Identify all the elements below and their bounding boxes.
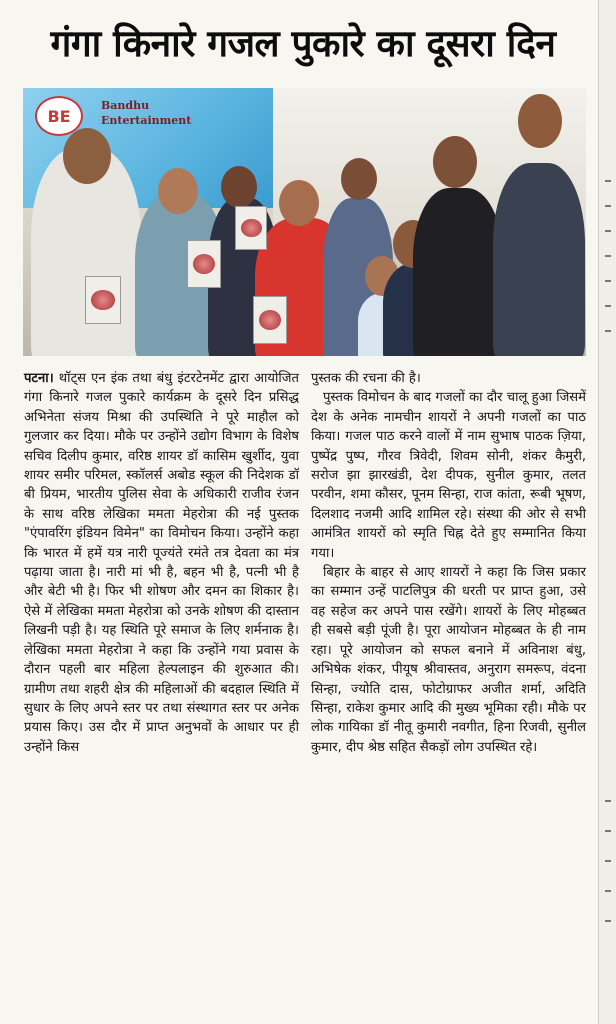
person-head <box>158 168 198 214</box>
article-paragraph <box>24 369 299 757</box>
book-prop <box>85 276 121 324</box>
person-head <box>63 128 111 184</box>
book-prop <box>235 206 267 250</box>
article-column-1 <box>24 369 299 757</box>
article-paragraph: पुस्तक विमोचन के बाद गजलों का दौर चालू हुआ जिसमें देश के अनेक नामचीन शायरों ने अपनी गजलों का पाठ किया। गजल पाठ करने वालों में नाम सुभाष पाठक ज़िया, पुष्पेंद्र पुष्प, गौरव त्रिवेदी, शिवम सोनी, शंकर कैमुरी, सरोज झा झारखंडी, देश दीपक, सुनील कुमार, तलत परवीन, शमा कौसर, पूनम सिन्हा, राज कांता, रूबी भूषण, दिलशाद नजमी आदि शामिल रहे। संस्था की ओर से सभी आमंत्रित शायरों को स्मृति चिह्न देते हुए सम्मानित किया गया। <box>311 390 586 561</box>
event-photo <box>23 88 586 356</box>
book-prop <box>187 240 221 288</box>
person-head <box>341 158 377 200</box>
article-paragraph: बिहार के बाहर से आए शायरों ने कहा कि जिस प्रकार का सम्मान उन्हें पाटलिपुत्र की धरती पर प्राप्त हुआ, उसे वह सहेज कर अपने पास रखेंगे। शायरों के लिए मोहब्बत ही सबसे बड़ी पूंजी है। पूरा आयोजन मोहब्बत के ही नाम रहा। पूरे आयोजन को सफल बनाने में अविनाश बंधु, अभिषेक शंकर, पीयूष श्रीवास्तव, अनुराग समरूप, वंदना सिन्हा, ज्योति दास, फोटोग्राफर अजीत शर्मा, अदिति सिन्हा, राकेश कुमार आदि की मुख्य भूमिका रही। मौके पर लोक गायिका डॉ नीतू कुमारी नवगीत, हिना रिजवी, सुनील कुमार, दीप श्रेष्ठ सहित सैकड़ों लोग उपस्थित रहे। <box>311 565 586 755</box>
person-head <box>221 166 257 208</box>
person-figure <box>493 163 585 356</box>
banner-logo: BE <box>35 96 83 136</box>
article-column-2 <box>311 369 586 757</box>
person-head <box>279 180 319 226</box>
paragraph-text: थॉट्स एन इंक तथा बंधु इंटरटेनमेंट द्वारा आयोजित गंगा किनारे गजल पुकारे कार्यक्रम के दूसरे दिन प्रसिद्ध अभिनेता संजय मिश्रा की उपस्थिति ने पूरे माहौल को गुलजार कर दिया। मौके पर उन्होंने उद्योग विभाग के विशेष सचिव दिलीप कुमार, वरिष्ठ शायर डॉ कासिम खुर्शीद, युवा शायर समीर परिमल, स्कॉलर्स अबोड स्कूल की निदेशक डॉ बी प्रियम, भारतीय पुलिस सेवा के अधिकारी राजीव रंजन के साथ वरिष्ठ लेखिका ममता मेहरोत्रा की नई पुस्तक "एंपावरिंग इंडियन विमेन" का विमोचन किया। उन्होंने कहा कि भारत में हमें यत्र नारी पूज्यंते रमंते तत्र देवता का मंत्र पढ़ाया जाता है। नारी मां भी है, बहन भी है, पत्नी भी है और बेटी भी है। फिर भी शोषण और दमन का शिकार है। ऐसे में लेखिका ममता मेहरोत्रा को उनके शोषण की दास्तान लिखनी पड़ी है। यह स्थिति पूरे समाज के लिए शर्मनाक है। लेखिका ममता मेहरोत्रा ने कहा कि उन्होंने गया प्रवास के दौरान पहली बार महिला हेल्पलाइन की शुरुआत की। ग्रामीण तथा शहरी क्षेत्र की महिलाओं की बदहाल स्थिति में सुधार के लिए अपने स्तर पर तथा संस्थागत स्तर पर अनेक प्रयास किए। उस दौर में प्राप्त अनुभवों के आधार पर ही उन्होंने किस <box>24 371 299 755</box>
person-figure <box>413 188 503 356</box>
banner-line-2: Entertainment <box>101 114 192 127</box>
person-head <box>518 94 562 148</box>
adjacent-page-edge <box>598 0 616 1024</box>
dateline: पटना। <box>24 371 54 386</box>
headline: गंगा किनारे गजल पुकारे का दूसरा दिन <box>50 21 556 65</box>
book-prop <box>253 296 287 344</box>
banner-line-1: Bandhu <box>101 99 150 112</box>
person-head <box>433 136 477 188</box>
article-paragraph: पुस्तक की रचना की है। <box>311 371 421 386</box>
banner-text <box>101 98 191 128</box>
